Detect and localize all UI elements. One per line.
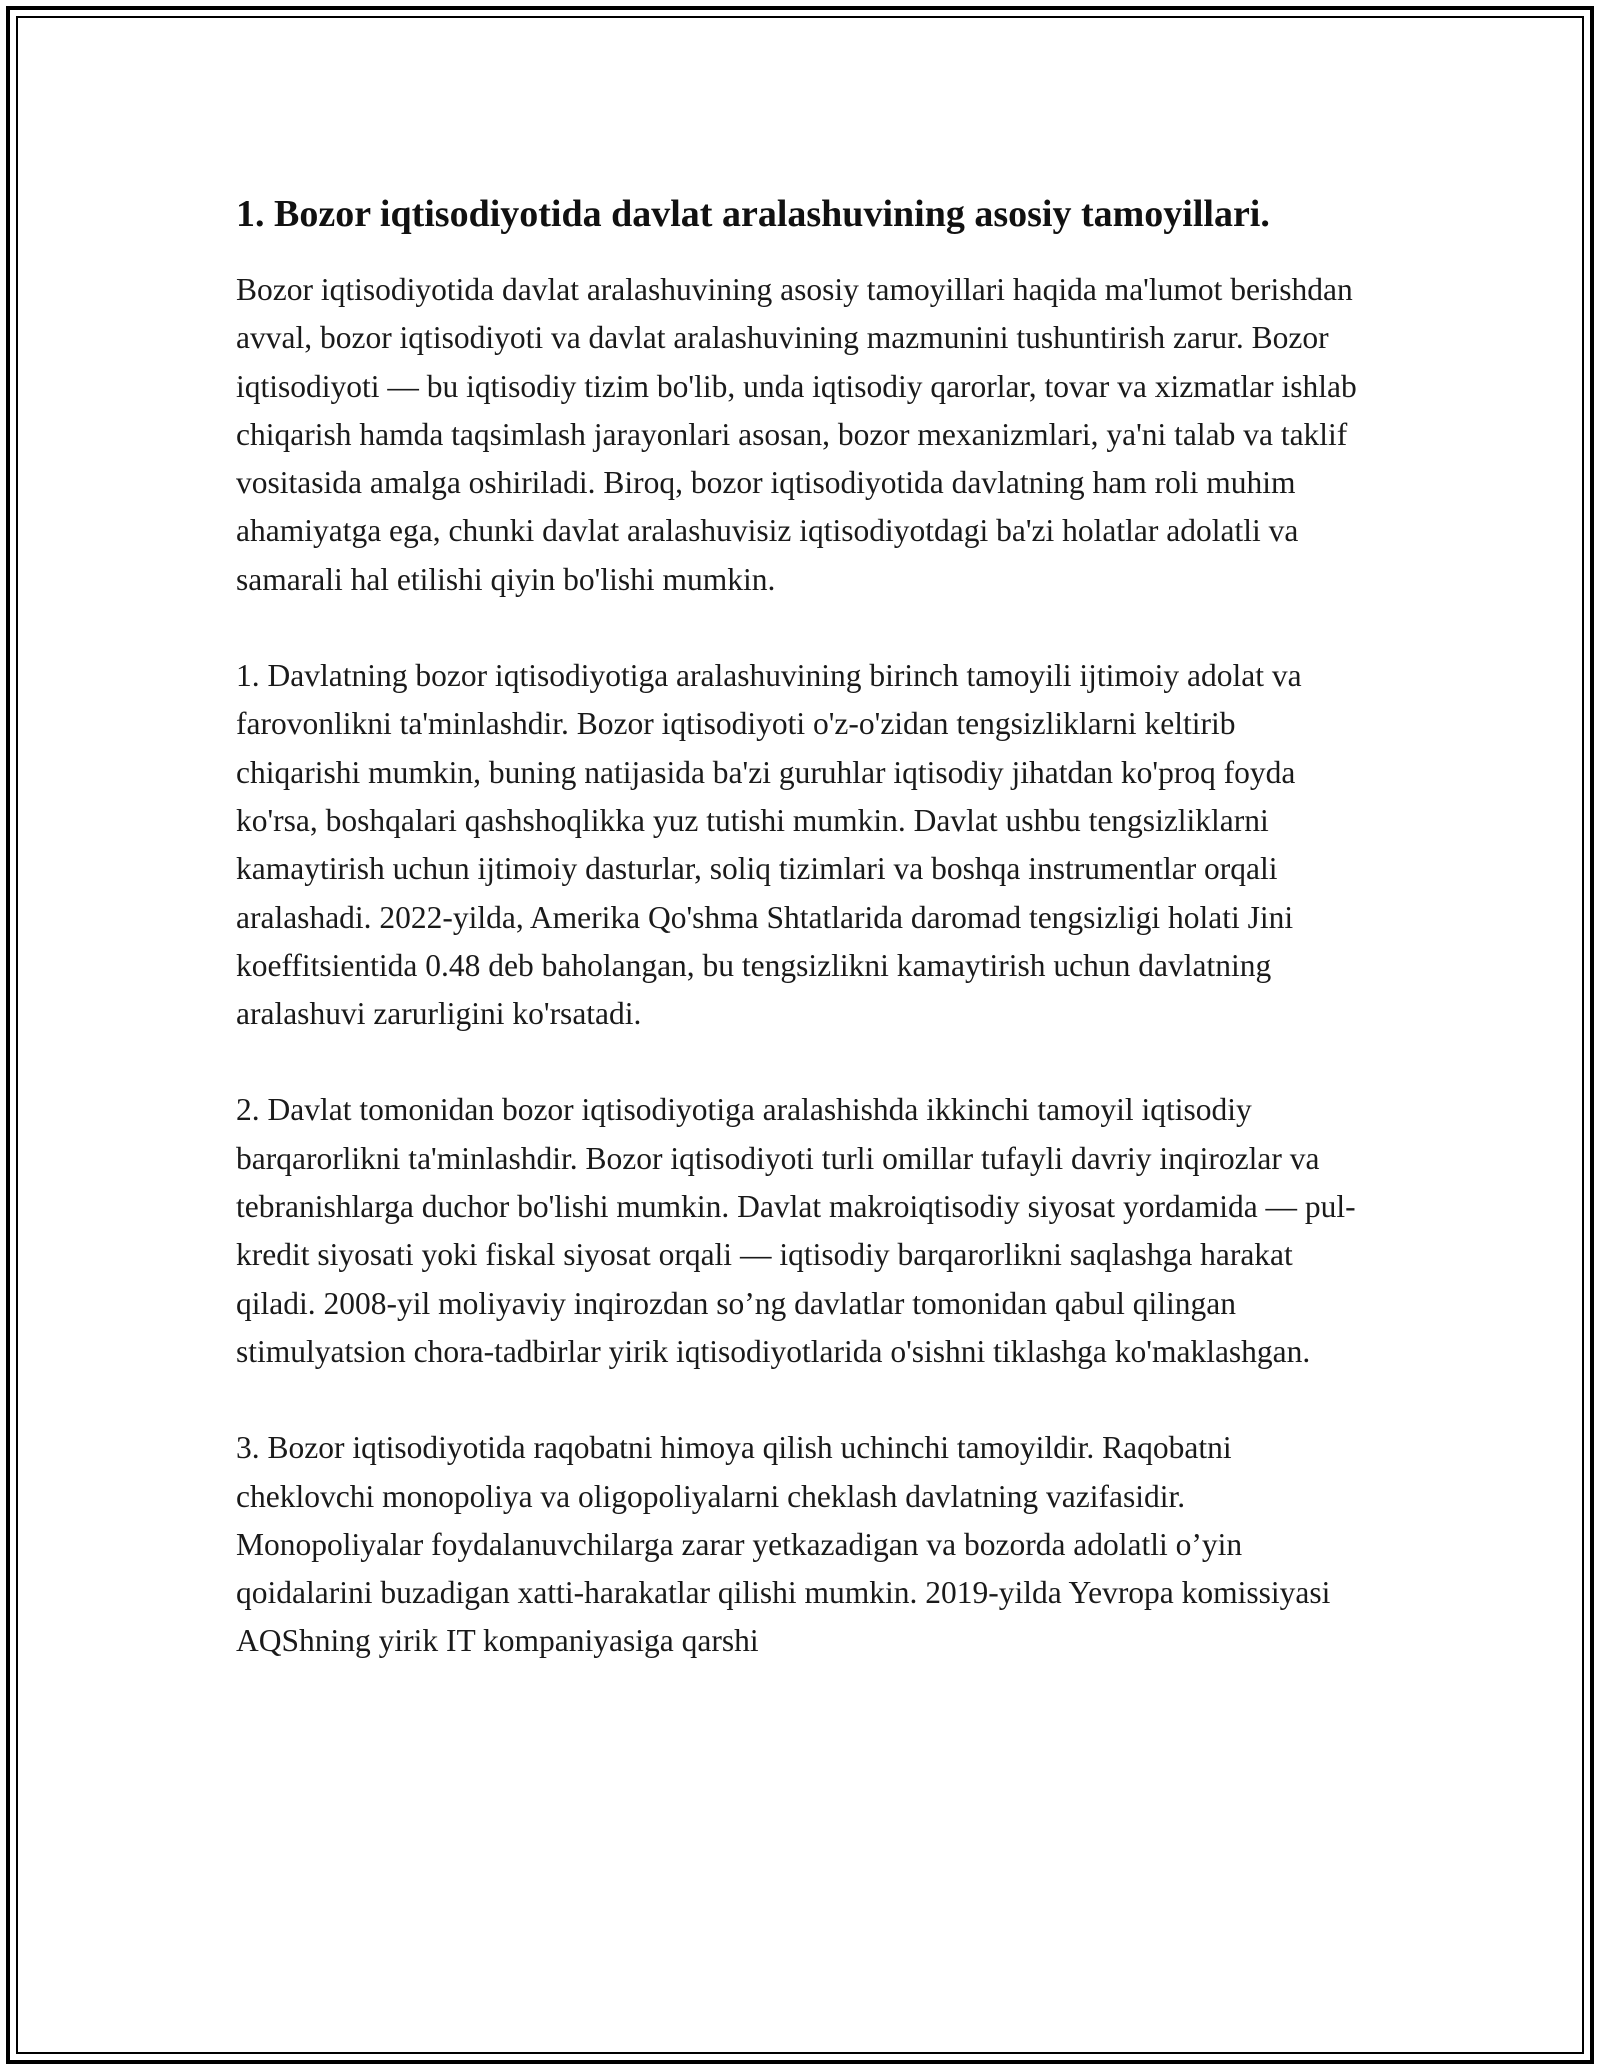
document-title: 1. Bozor iqtisodiyotida davlat aralashuvining asosiy tamoyillari. xyxy=(236,193,1270,235)
paragraph-principle-1: 1. Davlatning bozor iqtisodiyotiga aralashuvining birinch tamoyili ijtimoiy adolat va farovonlikni ta'minlashdir. Bozor iqtisodiyoti o'z-o'zidan tengsizliklarni keltirib chiqarishi mumkin, buning natijasida ba'zi guruhlar iqtisodiy jihatdan ko'proq foyda ko'rsa, boshqalari qashshoqlikka yuz tutishi mumkin. Davlat ushbu tengsizliklarni kamaytirish uchun ijtimoiy dasturlar, soliq tizimlari va boshqa instrumentlar orqali aralashadi. 2022-yilda, Amerika Qo'shma Shtatlarida daromad tengsizligi holati Jini koeffitsientida 0.48 deb baholangan, bu tengsizlikni kamaytirish uchun davlatning aralashuvi zarurligini ko'rsatadi. xyxy=(236,658,1302,1032)
document-body xyxy=(236,188,1366,1714)
paragraph-intro: Bozor iqtisodiyotida davlat aralashuvining asosiy tamoyillari haqida ma'lumot berishdan avval, bozor iqtisodiyoti va davlat aralashuvining mazmunini tushuntirish zarur. Bozor iqtisodiyoti — bu iqtisodiy tizim bo'lib, unda iqtisodiy qarorlar, tovar va xizmatlar ishlab chiqarish hamda taqsimlash jarayonlari asosan, bozor mexanizmlari, ya'ni talab va taklif vositasida amalga oshiriladi. Biroq, bozor iqtisodiyotida davlatning ham roli muhim ahamiyatga ega, chunki davlat aralashuvisiz iqtisodiyotdagi ba'zi holatlar adolatli va samarali hal etilishi qiyin bo'lishi mumkin. xyxy=(236,272,1357,597)
paragraph-principle-2: 2. Davlat tomonidan bozor iqtisodiyotiga aralashishda ikkinchi tamoyil iqtisodiy barqarorlikni ta'minlashdir. Bozor iqtisodiyoti turli omillar tufayli davriy inqirozlar va tebranishlarga duchor bo'lishi mumkin. Davlat makroiqtisodiy siyosat yordamida — pul-kredit siyosati yoki fiskal siyosat orqali — iqtisodiy barqarorlikni saqlashga harakat qiladi. 2008-yil moliyaviy inqirozdan so’ng davlatlar tomonidan qabul qilingan stimulyatsion chora-tadbirlar yirik iqtisodiyotlarida o'sishni tiklashga ko'maklashgan. xyxy=(236,1092,1356,1369)
paragraph-principle-3: 3. Bozor iqtisodiyotida raqobatni himoya qilish uchinchi tamoyildir. Raqobatni cheklovchi monopoliya va oligopoliyalarni cheklash davlatning vazifasidir. Monopoliyalar foydalanuvchilarga zarar yetkazadigan va bozorda adolatli o’yin qoidalarini buzadigan xatti-harakatlar qilishi mumkin. 2019-yilda Yevropa komissiyasi AQShning yirik IT kompaniyasiga qarshi xyxy=(236,1430,1331,1659)
